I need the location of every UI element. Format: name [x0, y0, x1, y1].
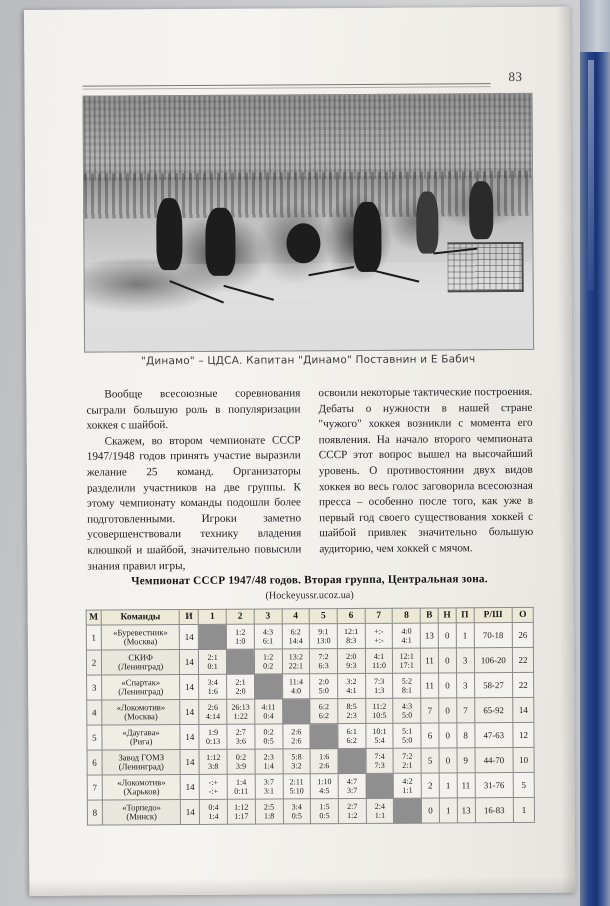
- col-header-2: 2: [226, 609, 254, 624]
- match-score: 1:2 1:0: [226, 624, 254, 649]
- table-row: [87, 747, 534, 775]
- col-header-goaldiff: Р/Ш: [474, 608, 513, 623]
- crowd-texture-secondary: [84, 170, 532, 219]
- match-score: 3:4 1:6: [199, 674, 227, 699]
- match-score: 3:4 0:5: [283, 799, 311, 824]
- diagonal-cell: [310, 724, 338, 749]
- games-played: 14: [180, 724, 199, 749]
- match-score: 8:5 2:3: [338, 698, 366, 723]
- match-score: 4:7 3:7: [338, 773, 366, 798]
- match-score: 1:2 0:2: [254, 649, 282, 674]
- goal-difference: 70-18: [474, 623, 513, 648]
- draws: 0: [439, 698, 457, 723]
- book-spine: [580, 0, 610, 906]
- wins: 11: [421, 673, 439, 698]
- match-score: 2:6 4:14: [199, 699, 227, 724]
- match-score: 2:0 5:0: [310, 674, 338, 699]
- table-body: [86, 622, 534, 825]
- team-name: «Локомотив» (Москва): [102, 700, 181, 725]
- row-position: 5: [87, 725, 102, 750]
- diagonal-cell: [394, 798, 422, 823]
- match-score: 12:1 8:3: [337, 623, 365, 648]
- match-score: 6:2 14:4: [282, 624, 310, 649]
- points: 22: [513, 672, 534, 697]
- table-row: [87, 772, 534, 800]
- match-score: 0:4 1:4: [200, 799, 228, 824]
- book-spine-highlight: [588, 60, 594, 290]
- book-spine-top: [580, 0, 610, 52]
- losses: 9: [457, 748, 475, 773]
- page-header: [82, 67, 532, 96]
- goal-difference: 31-76: [475, 773, 514, 798]
- team-name: СКИФ (Ленинград): [101, 650, 180, 675]
- wins: 6: [421, 723, 439, 748]
- col-header-4: 4: [282, 609, 310, 624]
- losses: 1: [456, 623, 474, 648]
- games-played: 14: [180, 674, 199, 699]
- text-column-left: [86, 386, 302, 573]
- paragraph: Вообще всесоюзные соревнования сыграли большую роль в популяризации хоккея с шайбой.: [86, 387, 301, 432]
- points: 14: [513, 697, 534, 722]
- player-figure: [469, 181, 493, 239]
- row-position: 1: [86, 625, 101, 650]
- diagonal-cell: [282, 699, 310, 724]
- games-played: 14: [181, 749, 200, 774]
- col-header-m: М: [86, 610, 101, 625]
- page-edge-shadow: [556, 7, 575, 893]
- match-score: -:+ -:+: [199, 774, 227, 799]
- match-score: 5:2 8:1: [393, 673, 421, 698]
- wins: 2: [421, 773, 439, 798]
- match-score: 2:4 1:1: [366, 798, 394, 823]
- col-header-draws: Н: [438, 608, 456, 623]
- match-score: 2:7 3:6: [227, 724, 255, 749]
- wins: 0: [421, 798, 439, 823]
- row-position: 3: [87, 675, 102, 700]
- text-column-right: [318, 385, 533, 566]
- match-score: 10:1 5:4: [366, 723, 394, 748]
- paragraph: освоили некоторые тактические построения. Дебаты о нужности в нашей стране "чужого" хоккея возникли с момента его появления. На начало второго чемпионата СССР этот вопрос вышел на высочайший уровень. О противостоянии двух видов хоккея во весь голос заговорила всесоюзная пресса – особенно после того, как уже в первый год своего существования хоккей с шайбой привлек значительно большую аудиторию, чем хоккей с мячом.: [318, 385, 534, 556]
- match-score: 9:1 13:0: [310, 624, 338, 649]
- match-score: 7:4 7:3: [366, 748, 394, 773]
- col-header-games: И: [180, 609, 199, 624]
- col-header-8: 8: [393, 608, 421, 623]
- team-name: «Даугава» (Рига): [102, 725, 181, 750]
- match-score: 0:2 0:5: [255, 724, 283, 749]
- table-row: [87, 722, 534, 750]
- match-score: 4:2 1:1: [394, 773, 422, 798]
- col-header-1: 1: [198, 609, 226, 624]
- col-header-6: 6: [337, 608, 365, 623]
- match-score: 1:5 0:5: [311, 799, 339, 824]
- diagonal-cell: [254, 674, 282, 699]
- match-score: 12:1 17:1: [393, 648, 421, 673]
- match-score: 4:3 5:0: [393, 698, 421, 723]
- page-number: 83: [508, 68, 523, 85]
- col-header-losses: П: [456, 608, 474, 623]
- losses: 3: [456, 648, 474, 673]
- page-sheet: [24, 7, 575, 896]
- match-score: 4:3 6:1: [254, 624, 282, 649]
- points: 22: [513, 647, 534, 672]
- player-figure: [205, 208, 235, 276]
- match-score: +:- +:-: [365, 623, 393, 648]
- table-row: [86, 647, 533, 675]
- draws: 1: [439, 798, 457, 823]
- row-position: 7: [87, 775, 102, 800]
- losses: 7: [456, 698, 474, 723]
- draws: 0: [438, 648, 456, 673]
- crowd-texture: [84, 94, 533, 181]
- diagonal-cell: [199, 624, 227, 649]
- games-played: 14: [180, 624, 199, 649]
- header-rule-secondary: [82, 86, 490, 89]
- draws: 0: [439, 673, 457, 698]
- diagonal-cell: [366, 773, 394, 798]
- col-header-points: О: [512, 607, 533, 622]
- match-score: 1:12 1:17: [227, 799, 255, 824]
- match-score: 1:4 0:11: [227, 774, 255, 799]
- match-score: 2:1 0:1: [199, 649, 227, 674]
- games-played: 14: [181, 799, 200, 824]
- match-score: 2:7 1:2: [338, 798, 366, 823]
- team-name: «Спартак» (Ленинград): [101, 675, 180, 700]
- team-name: «Торпедо» (Минск): [102, 800, 181, 825]
- losses: 8: [457, 723, 475, 748]
- wins: 5: [421, 748, 439, 773]
- losses: 13: [457, 798, 475, 823]
- match-score: 4:0 4:1: [393, 623, 421, 648]
- player-figure: [156, 198, 182, 270]
- match-score: 3:7 3:1: [255, 774, 283, 799]
- match-score: 4:1 11:0: [365, 648, 393, 673]
- match-score: 5:1 5:0: [393, 723, 421, 748]
- hockey-goal-net: [447, 242, 523, 292]
- goal-difference: 16-83: [475, 798, 514, 823]
- match-score: 1:9 0:13: [199, 724, 227, 749]
- points: 10: [513, 747, 534, 772]
- wins: 11: [421, 648, 439, 673]
- page-bottom-shadow: [29, 877, 575, 896]
- match-score: 4:11 0:4: [255, 699, 283, 724]
- match-score: 2:5 1:8: [255, 799, 283, 824]
- team-name: Завод ГОМЗ (Ленинград): [102, 750, 181, 775]
- losses: 11: [457, 773, 475, 798]
- player-figure: [416, 191, 438, 253]
- row-position: 2: [86, 650, 101, 675]
- match-score: 7:2 6:3: [310, 649, 338, 674]
- draws: 1: [439, 773, 457, 798]
- match-score: 1:10 4:5: [310, 774, 338, 799]
- match-score: 2:3 1:4: [255, 749, 283, 774]
- match-score: 11:2 10:5: [365, 698, 393, 723]
- draws: 0: [439, 723, 457, 748]
- col-header-teams: Команды: [101, 610, 180, 625]
- match-score: 1:12 3:8: [199, 749, 227, 774]
- col-header-5: 5: [309, 609, 337, 624]
- row-position: 6: [87, 750, 102, 775]
- row-position: 4: [87, 700, 102, 725]
- match-score: 5:8 3:2: [283, 749, 311, 774]
- points: 26: [512, 622, 533, 647]
- goal-difference: 106-20: [474, 648, 513, 673]
- goal-difference: 58-27: [474, 673, 513, 698]
- games-played: 14: [180, 699, 199, 724]
- games-played: 14: [181, 774, 200, 799]
- diagonal-cell: [226, 649, 254, 674]
- goal-difference: 44-70: [475, 748, 514, 773]
- match-score: 2:11 5:10: [283, 774, 311, 799]
- photo-frame: [83, 93, 535, 353]
- table-row: [87, 797, 534, 825]
- col-header-wins: В: [420, 608, 438, 623]
- table-title: Чемпионат СССР 1947/48 годов. Вторая группа, Центральная зона.: [131, 573, 488, 588]
- team-name: «Буревестник» (Москва): [101, 625, 180, 650]
- match-score: 2:6 2:6: [282, 724, 310, 749]
- standings-table: [86, 607, 535, 826]
- match-score: 13:2 22:1: [282, 649, 310, 674]
- match-score: 2:1 2:0: [227, 674, 255, 699]
- match-score: 11:4 4:0: [282, 674, 310, 699]
- col-header-7: 7: [365, 608, 393, 623]
- hockey-photograph: [84, 94, 534, 352]
- losses: 3: [456, 673, 474, 698]
- wins: 7: [421, 698, 439, 723]
- photo-caption: "Динамо" – ЦДСА. Капитан "Динамо" Поставнин и Е Бабич: [140, 353, 476, 368]
- match-score: 7:2 2:1: [393, 748, 421, 773]
- match-score: 3:2 4:1: [338, 673, 366, 698]
- points: 1: [513, 797, 534, 822]
- match-score: 6:2 6:2: [310, 699, 338, 724]
- goal-difference: 47-63: [474, 723, 513, 748]
- player-figure: [286, 223, 320, 263]
- match-score: 26:13 1:22: [227, 699, 255, 724]
- table-source: (Hockeyussr.ucoz.ua): [265, 589, 354, 602]
- games-played: 14: [180, 649, 199, 674]
- body-text: [86, 385, 534, 573]
- match-score: 7:3 1:3: [365, 673, 393, 698]
- match-score: 1:6 2:6: [310, 749, 338, 774]
- col-header-3: 3: [254, 609, 282, 624]
- table-row: [87, 672, 534, 700]
- table-row: [86, 622, 533, 650]
- match-score: 2:0 9:3: [337, 648, 365, 673]
- player-figure: [353, 202, 381, 272]
- paragraph: Скажем, во втором чемпионате СССР 1947/1948 годов принять участие выразили желание 25 команд. Организаторы разделили участников на две группы. К этому чемпионату команды подошли более подготовленными. Игроки заметно усовершенствовали технику владения клюшкой и шайбой, значительно повысили знания правил игры,: [86, 434, 302, 573]
- points: 12: [513, 722, 534, 747]
- table-row: [87, 697, 534, 725]
- match-score: 6:1 6:2: [338, 723, 366, 748]
- row-position: 8: [87, 800, 102, 825]
- points: 5: [513, 772, 534, 797]
- goal-difference: 65-92: [474, 698, 513, 723]
- team-name: «Локомотив» (Харьков): [102, 775, 181, 800]
- match-score: 0:2 3:9: [227, 749, 255, 774]
- wins: 13: [420, 623, 438, 648]
- draws: 0: [438, 623, 456, 648]
- diagonal-cell: [338, 748, 366, 773]
- draws: 0: [439, 748, 457, 773]
